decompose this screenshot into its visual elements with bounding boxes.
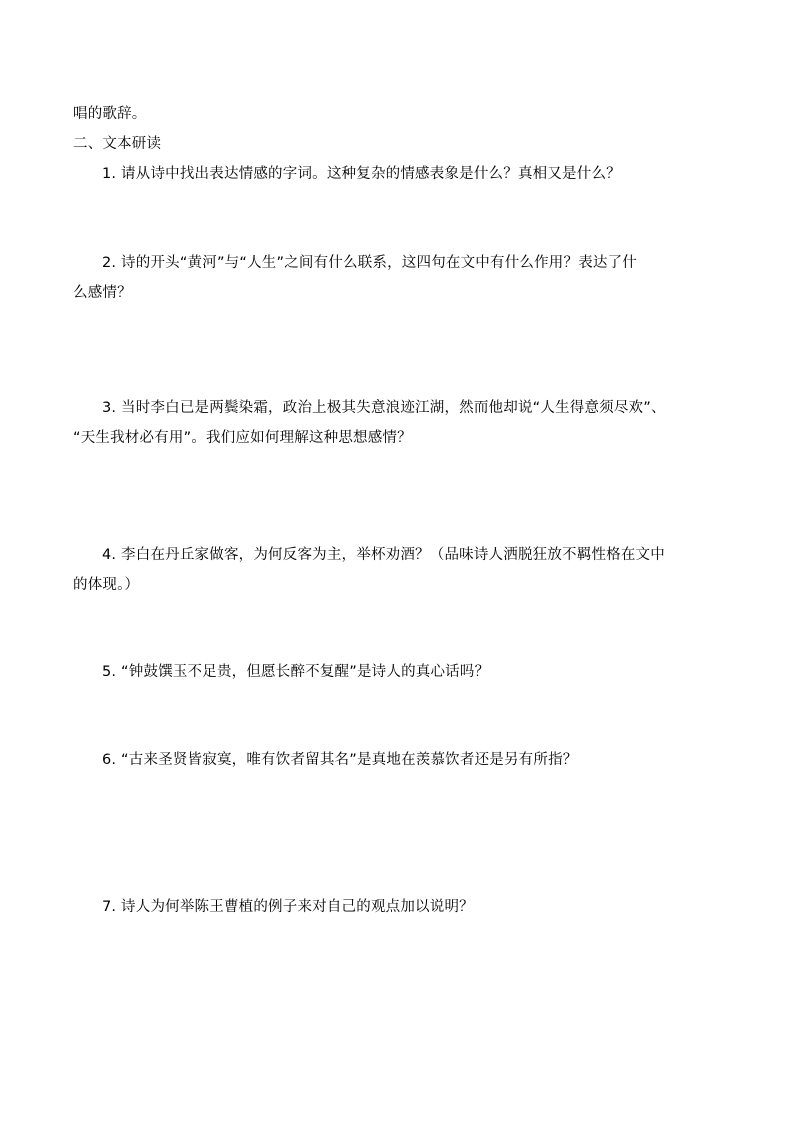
question-2-line-2: 么感情？ [73,285,132,301]
question-3-line-2: “天生我材必有用”。我们应如何理解这种思想感情？ [73,430,412,446]
question-6: 6. “古来圣贤皆寂寞，唯有饮者留其名”是真地在羡慕饮者还是另有所指？ [102,752,578,768]
question-7: 7. 诗人为何举陈王曹植的例子来对自己的观点加以说明？ [102,899,474,915]
question-3-line-1: 3. 当时李白已是两鬓染霜，政治上极其失意浪迹江湖，然而他却说“人生得意须尽欢”、 [102,400,666,416]
question-4-line-1: 4. 李白在丹丘家做客，为何反客为主，举杯劝酒？（品味诗人洒脱狂放不羁性格在文中 [102,547,665,563]
section-heading: 二、文本研读 [73,136,162,152]
question-2-line-1: 2. 诗的开头“黄河”与“人生”之间有什么联系，这四句在文中有什么作用？表达了什 [102,255,637,271]
question-1: 1. 请从诗中找出表达情感的字词。这种复杂的情感表象是什么？真相又是什么？ [102,166,621,182]
continuation-text: 唱的歌辞。 [73,106,147,122]
question-5: 5. “钟鼓馔玉不足贵，但愿长醉不复醒”是诗人的真心话吗？ [102,664,490,680]
question-4-line-2: 的体现。） [73,577,140,593]
